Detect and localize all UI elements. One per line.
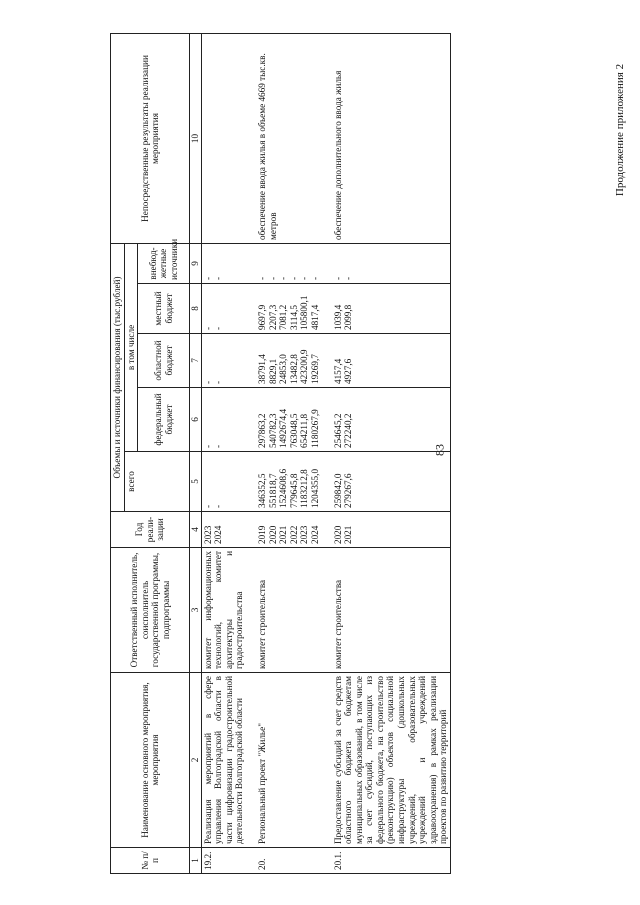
- table-row: [332, 34, 451, 874]
- row-number: 20.1.: [332, 848, 451, 874]
- spacer-cell: [246, 548, 256, 673]
- extra-value: -: [343, 276, 354, 280]
- extra-value: -: [309, 276, 320, 280]
- extra-value: -: [213, 276, 224, 280]
- spacer-cell: [322, 244, 332, 284]
- federal-value: 254645,2: [332, 413, 343, 448]
- row-extra: [201, 244, 246, 284]
- row-spacer: [322, 34, 332, 874]
- local-value: 105800,1: [299, 295, 310, 330]
- col-number: 7: [190, 334, 202, 388]
- local-value: 3114,5: [288, 305, 299, 330]
- federal-value: 540782,3: [267, 413, 278, 448]
- col-number: 1: [190, 848, 202, 874]
- total-value: -: [202, 504, 213, 508]
- header-federal: федеральный бюджет: [138, 388, 190, 452]
- col-number: 4: [190, 512, 202, 548]
- col-number: 6: [190, 388, 202, 452]
- row-result: обеспечение дополнительного ввода жилья: [332, 34, 451, 244]
- column-number-row: [190, 34, 202, 874]
- local-value: 2099,8: [343, 304, 354, 330]
- total-value: 551818,7: [267, 473, 278, 508]
- extra-value: -: [299, 276, 310, 280]
- table-body: [201, 34, 450, 874]
- header-funding: Объемы и источники финансирования (тыс.рублей): [111, 244, 125, 512]
- years-value: 2021: [343, 525, 354, 544]
- row-extra: [332, 244, 451, 284]
- years-value: 2022: [288, 525, 299, 544]
- years-value: 2024: [213, 525, 224, 544]
- federal-value: -: [213, 444, 224, 448]
- regional-value: 19269,7: [309, 354, 320, 384]
- spacer-cell: [246, 334, 256, 388]
- header-regional: областной бюджет: [138, 334, 190, 388]
- local-value: 7081,2: [278, 304, 289, 330]
- spacer-cell: [322, 512, 332, 548]
- local-value: -: [213, 326, 224, 330]
- header-total: всего: [124, 452, 190, 512]
- row-years: [201, 512, 246, 548]
- total-value: 1524608,6: [278, 468, 289, 508]
- row-federal: [256, 388, 321, 452]
- row-name: Предоставление субсидий за счет средств областного бюджета бюджетам муниципальных образований, в том числе за счет субсидий, поступающих из федерального бюджета, на строительство (реконструкцию) объектов социальной инфраструктуры (дошкольных учреждений, образовательных учреждений и учреждений здравоохранения) в рамках реализации проектов по развитию территорий: [332, 673, 451, 848]
- years-value: 2024: [309, 525, 320, 544]
- regional-value: -: [213, 380, 224, 384]
- total-value: 279267,6: [343, 473, 354, 508]
- spacer-cell: [246, 388, 256, 452]
- extra-value: -: [267, 276, 278, 280]
- row-extra: [256, 244, 321, 284]
- years-value: 2023: [299, 525, 310, 544]
- spacer-cell: [322, 284, 332, 334]
- years-value: 2021: [278, 525, 289, 544]
- total-value: 779645,8: [288, 473, 299, 508]
- table-row: [256, 34, 321, 874]
- regional-value: 4927,6: [343, 358, 354, 384]
- row-federal: [332, 388, 451, 452]
- spacer-cell: [322, 848, 332, 874]
- header-extra: внебюд-жетные источники: [138, 244, 190, 284]
- federal-value: 1180267,9: [309, 409, 320, 448]
- row-executor: комитет информационных технологий, комитет архитектуры и градостроительства: [201, 548, 246, 673]
- row-local: [201, 284, 246, 334]
- row-total: [256, 452, 321, 512]
- spacer-cell: [322, 388, 332, 452]
- col-number: 10: [190, 34, 202, 244]
- spacer-cell: [246, 34, 256, 244]
- federal-value: 297863,2: [257, 413, 268, 448]
- header-year: Год реали-зации: [111, 512, 190, 548]
- extra-value: -: [288, 276, 299, 280]
- total-value: 1204355,0: [309, 468, 320, 508]
- extra-value: -: [332, 276, 343, 280]
- regional-value: 423200,9: [299, 349, 310, 384]
- row-number: 20.: [256, 848, 321, 874]
- extra-value: -: [202, 276, 213, 280]
- total-value: 346352,5: [257, 473, 268, 508]
- regional-value: -: [202, 380, 213, 384]
- total-value: -: [213, 504, 224, 508]
- col-number: 2: [190, 673, 202, 848]
- years-value: 2020: [332, 525, 343, 544]
- regional-value: 4157,4: [332, 358, 343, 384]
- regional-value: 24853,0: [278, 354, 289, 384]
- continuation-caption: Продолжение приложения 2: [614, 63, 626, 197]
- row-years: [256, 512, 321, 548]
- row-result: [201, 34, 246, 244]
- federal-value: 272240,2: [343, 413, 354, 448]
- spacer-cell: [246, 512, 256, 548]
- federal-value: 763048,5: [288, 413, 299, 448]
- spacer-cell: [322, 548, 332, 673]
- header-including: в том числе: [124, 244, 138, 452]
- regional-value: 8829,1: [267, 358, 278, 384]
- row-number: 19.2.: [201, 848, 246, 874]
- row-executor: комитет строительства: [332, 548, 451, 673]
- local-value: -: [202, 326, 213, 330]
- spacer-cell: [246, 284, 256, 334]
- row-spacer: [246, 34, 256, 874]
- header-num: № п/п: [111, 848, 190, 874]
- spacer-cell: [322, 452, 332, 512]
- row-executor: комитет строительства: [256, 548, 321, 673]
- row-federal: [201, 388, 246, 452]
- spacer-cell: [322, 673, 332, 848]
- local-value: 2207,3: [267, 304, 278, 330]
- extra-value: -: [257, 276, 268, 280]
- spacer-cell: [246, 452, 256, 512]
- extra-value: -: [278, 276, 289, 280]
- header-results: Непосредственные результаты реализации мероприятия: [111, 34, 190, 244]
- col-number: 3: [190, 548, 202, 673]
- row-regional: [256, 334, 321, 388]
- federal-value: 1492674,4: [278, 408, 289, 448]
- row-local: [256, 284, 321, 334]
- total-value: 1183212,8: [299, 469, 310, 508]
- total-value: 259842,0: [332, 473, 343, 508]
- local-value: 9697,9: [257, 304, 268, 330]
- header-executor: Ответственный исполнитель, соисполнитель государственной программы, подпрограммы: [111, 548, 190, 673]
- col-number: 8: [190, 284, 202, 334]
- rotated-table-container: [110, 34, 530, 874]
- row-name: Реализация мероприятий в сфере управления Волгоградской области в части цифровизации градостроительной деятельности Волгоградской области: [201, 673, 246, 848]
- row-total: [332, 452, 451, 512]
- years-value: 2023: [202, 525, 213, 544]
- row-total: [201, 452, 246, 512]
- row-years: [332, 512, 451, 548]
- years-value: 2019: [257, 525, 268, 544]
- federal-value: -: [202, 444, 213, 448]
- row-regional: [332, 334, 451, 388]
- local-value: 4817,4: [309, 304, 320, 330]
- spacer-cell: [246, 244, 256, 284]
- spacer-cell: [322, 334, 332, 388]
- col-number: 9: [190, 244, 202, 284]
- funding-table: [110, 33, 451, 874]
- page-number: 83: [432, 444, 447, 456]
- years-value: 2020: [267, 525, 278, 544]
- spacer-cell: [322, 34, 332, 244]
- table-row: [201, 34, 246, 874]
- row-regional: [201, 334, 246, 388]
- spacer-cell: [246, 848, 256, 874]
- spacer-cell: [246, 673, 256, 848]
- local-value: 1039,4: [332, 304, 343, 330]
- col-number: 5: [190, 452, 202, 512]
- row-name: Региональный проект "Жилье": [256, 673, 321, 848]
- header-local: местный бюджет: [138, 284, 190, 334]
- regional-value: 13482,8: [288, 354, 299, 384]
- header-name: Наименование основного мероприятия, мероприятия: [111, 673, 190, 848]
- federal-value: 654211,8: [299, 413, 310, 448]
- row-result: обеспечение ввода жилья в объеме 4669 тыс.кв. метров: [256, 34, 321, 244]
- regional-value: 38791,4: [257, 354, 268, 384]
- row-local: [332, 284, 451, 334]
